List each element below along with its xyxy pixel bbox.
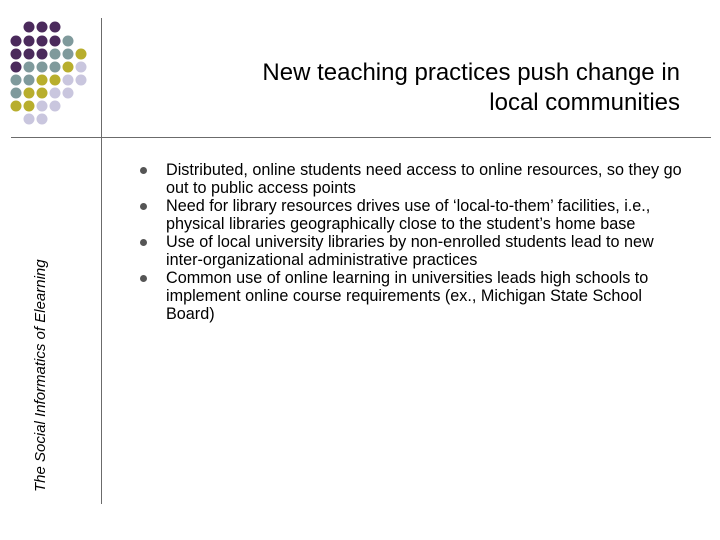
decorative-dot-grid [0,0,100,130]
dot [50,101,61,112]
dot [63,62,74,73]
dot [24,88,35,99]
dot [11,36,22,47]
dot [50,22,61,33]
dot [63,88,74,99]
dot [50,62,61,73]
bullet-dot-icon [140,203,147,210]
dot [37,62,48,73]
dot [76,62,87,73]
dot [11,101,22,112]
dot [24,75,35,86]
dot [50,49,61,60]
dot [37,88,48,99]
bullet-text: Need for library resources drives use of ‘local-to-them’ facilities, i.e., physical libraries geographically close to the student’s home base [166,197,651,233]
dot [24,36,35,47]
slide-title-line-1: New teaching practices push change in [262,59,680,86]
bullet-item [140,161,688,197]
dot [37,114,48,125]
bullet-dot-icon [140,275,147,282]
slide-title [120,58,680,118]
dot [24,62,35,73]
horizontal-divider [11,137,711,138]
dot [11,75,22,86]
sidebar-vertical-title: The Social Informatics of Elearning [32,259,49,492]
dot [24,114,35,125]
slide-title-line-2: local communities [489,89,680,116]
dot [24,49,35,60]
dot [63,75,74,86]
dot [37,36,48,47]
dot [37,49,48,60]
bullet-text: Use of local university libraries by non-enrolled students lead to new inter-organizational administrative practices [166,233,654,269]
dot [50,75,61,86]
dot [63,49,74,60]
bullet-text: Distributed, online students need access to online resources, so they go out to public access points [166,161,682,197]
bullet-item [140,269,688,323]
dot [11,49,22,60]
dot [37,75,48,86]
dot [76,75,87,86]
vertical-divider [101,18,102,504]
dot [24,22,35,33]
dot [50,36,61,47]
dot [76,49,87,60]
dot [11,88,22,99]
bullet-item [140,233,688,269]
dot [50,88,61,99]
bullet-text: Common use of online learning in universities leads high schools to implement online course requirements (ex., Michigan State School Board) [166,269,649,323]
dot [24,101,35,112]
dot [63,36,74,47]
bullet-item [140,197,688,233]
bullet-list [140,161,688,323]
bullet-dot-icon [140,167,147,174]
dot [37,101,48,112]
dot [11,62,22,73]
bullet-dot-icon [140,239,147,246]
dot [37,22,48,33]
